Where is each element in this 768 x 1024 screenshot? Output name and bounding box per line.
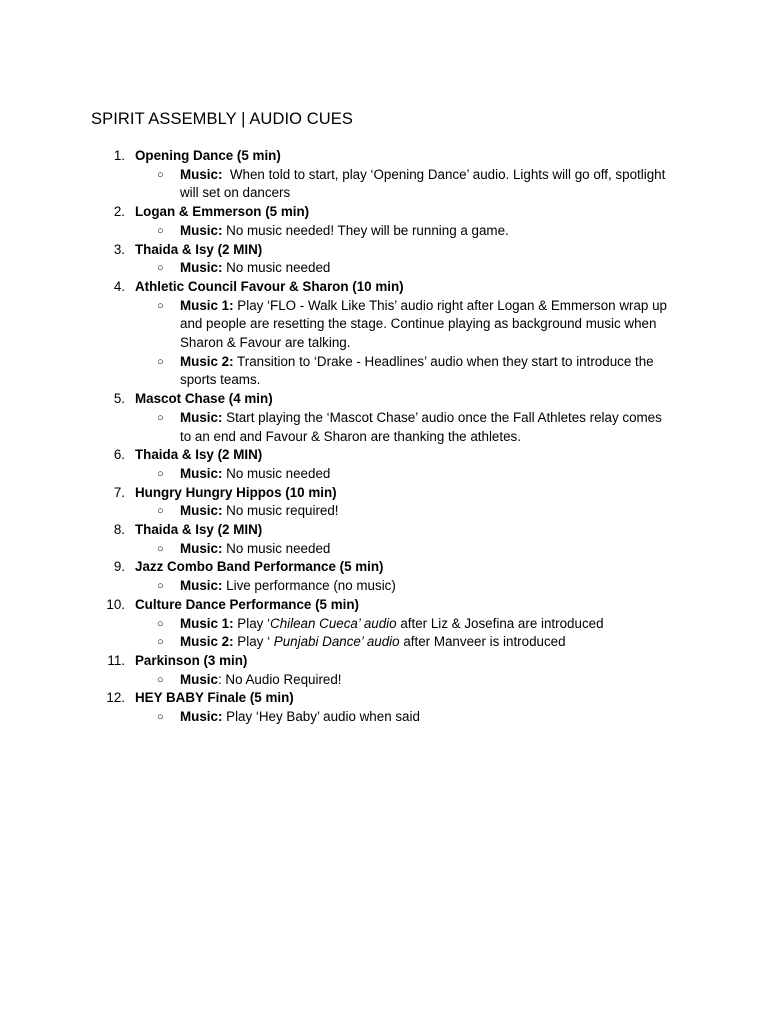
cue-heading: Hungry Hungry Hippos (10 min) [135, 484, 337, 500]
music-instruction: after Liz & Josefina are introduced [396, 615, 604, 631]
music-instruction: : No Audio Required! [217, 671, 342, 687]
music-label: Music: [180, 503, 223, 519]
music-instruction: No music needed [222, 540, 331, 556]
music-cue-item [180, 577, 670, 596]
cue-number: 3. [113, 241, 125, 257]
cue-number: 10. [106, 596, 125, 612]
cue-heading: Logan & Emmerson (5 min) [135, 204, 310, 220]
cue-item [0, 558, 768, 595]
cue-item [0, 521, 768, 558]
music-label: Music: [180, 166, 223, 182]
music-instruction: No music needed [222, 465, 331, 481]
cue-number: 2. [113, 204, 125, 220]
music-instruction: No music needed [222, 260, 331, 276]
music-instruction: Play ‘FLO - Walk Like This’ audio right after Logan & Emmerson wrap up and people are resetting the stage. Continue playing as background music when Sharon & Favour are talking. [180, 297, 671, 351]
music-instruction: Play ‘ [233, 615, 271, 631]
music-cue-item [180, 259, 670, 278]
cue-item [0, 484, 768, 521]
audio-cue-list [0, 147, 768, 727]
hollow-circle-bullet-icon [157, 465, 164, 484]
cue-number: 1. [113, 148, 125, 163]
cue-number: 4. [113, 278, 125, 294]
music-label: Music: [180, 222, 223, 238]
hollow-circle-bullet-icon [157, 615, 164, 634]
cue-item [0, 203, 768, 240]
music-cue-list [135, 409, 768, 446]
music-instruction: Play ‘Hey Baby’ audio when said [222, 709, 420, 725]
music-cue-list [135, 577, 768, 596]
cue-item [0, 446, 768, 483]
cue-heading: Thaida & Isy (2 MIN) [135, 447, 263, 463]
audio-track-name: Punjabi Dance’ audio [273, 634, 400, 650]
music-label: Music 2: [180, 353, 234, 369]
cue-heading: Jazz Combo Band Performance (5 min) [135, 559, 384, 575]
cue-heading: Opening Dance (5 min) [135, 148, 281, 163]
cue-item [0, 652, 768, 689]
hollow-circle-bullet-icon [157, 633, 164, 652]
cue-item [0, 596, 768, 652]
music-cue-list [135, 671, 768, 690]
page-title: SPIRIT ASSEMBLY | AUDIO CUES [91, 110, 354, 128]
music-instruction: after Manveer is introduced [399, 634, 566, 650]
cue-heading: Athletic Council Favour & Sharon (10 min) [135, 278, 404, 294]
cue-item [0, 147, 768, 203]
hollow-circle-bullet-icon [157, 297, 164, 316]
cue-number: 12. [106, 690, 125, 706]
music-cue-list [135, 222, 768, 241]
music-cue-item [180, 502, 670, 521]
music-cue-item [180, 166, 670, 203]
music-instruction: No music required! [222, 503, 339, 519]
cue-number: 5. [113, 391, 125, 407]
music-cue-item [180, 409, 670, 446]
music-label: Music: [180, 465, 223, 481]
music-cue-list [135, 502, 768, 521]
music-label: Music: [180, 578, 223, 594]
music-instruction: Live performance (no music) [222, 578, 396, 594]
cue-heading: Parkinson (3 min) [135, 652, 248, 668]
hollow-circle-bullet-icon [157, 353, 164, 372]
music-cue-item [180, 353, 670, 390]
music-cue-list [135, 708, 768, 727]
music-instruction: Play ‘ [233, 634, 274, 650]
cue-number: 8. [113, 522, 125, 538]
hollow-circle-bullet-icon [157, 409, 164, 428]
cue-heading: Culture Dance Performance (5 min) [135, 596, 359, 612]
cue-heading: HEY BABY Finale (5 min) [135, 690, 294, 706]
hollow-circle-bullet-icon [157, 502, 164, 521]
hollow-circle-bullet-icon [157, 671, 164, 690]
cue-number: 6. [113, 447, 125, 463]
cue-number: 7. [113, 484, 125, 500]
music-label: Music: [180, 260, 223, 276]
music-instruction: Start playing the ‘Mascot Chase’ audio once the Fall Athletes relay comes to an end and Favour & Sharon are thanking the athletes. [180, 409, 666, 444]
music-label: Music 2: [180, 634, 234, 650]
music-cue-item [180, 671, 670, 690]
hollow-circle-bullet-icon [157, 166, 164, 185]
music-label: Music: [180, 409, 223, 425]
music-cue-item [180, 465, 670, 484]
music-instruction: Transition to ‘Drake - Headlines’ audio when they start to introduce the sports teams. [180, 353, 658, 388]
music-cue-item [180, 615, 670, 634]
music-cue-list [135, 540, 768, 559]
music-cue-item [180, 222, 670, 241]
cue-heading: Thaida & Isy (2 MIN) [135, 522, 263, 538]
cue-heading: Mascot Chase (4 min) [135, 391, 273, 407]
cue-number: 11. [107, 652, 125, 668]
hollow-circle-bullet-icon [157, 708, 164, 727]
music-cue-item [180, 540, 670, 559]
music-label: Music: [180, 709, 223, 725]
cue-item [0, 278, 768, 390]
music-cue-list [135, 615, 768, 652]
music-cue-list [135, 297, 768, 391]
cue-item [0, 241, 768, 278]
music-label: Music 1: [180, 297, 234, 313]
hollow-circle-bullet-icon [157, 540, 164, 559]
cue-item [0, 390, 768, 446]
music-label: Music: [180, 540, 223, 556]
music-cue-list [135, 166, 768, 203]
music-instruction: When told to start, play ‘Opening Dance’ audio. Lights will go off, spotlight will set on dancers [180, 166, 670, 201]
cue-heading: Thaida & Isy (2 MIN) [135, 241, 263, 257]
music-label: Music [180, 671, 218, 687]
music-cue-list [135, 465, 768, 484]
music-cue-list [135, 259, 768, 278]
hollow-circle-bullet-icon [157, 222, 164, 241]
music-cue-item [180, 297, 670, 353]
cue-number: 9. [113, 559, 125, 575]
cue-item [0, 689, 768, 726]
hollow-circle-bullet-icon [157, 259, 164, 278]
hollow-circle-bullet-icon [157, 577, 164, 596]
audio-track-name: Chilean Cueca’ audio [270, 615, 397, 631]
music-cue-item [180, 708, 670, 727]
music-instruction: No music needed! They will be running a game. [222, 222, 509, 238]
music-cue-item [180, 633, 670, 652]
music-label: Music 1: [180, 615, 234, 631]
